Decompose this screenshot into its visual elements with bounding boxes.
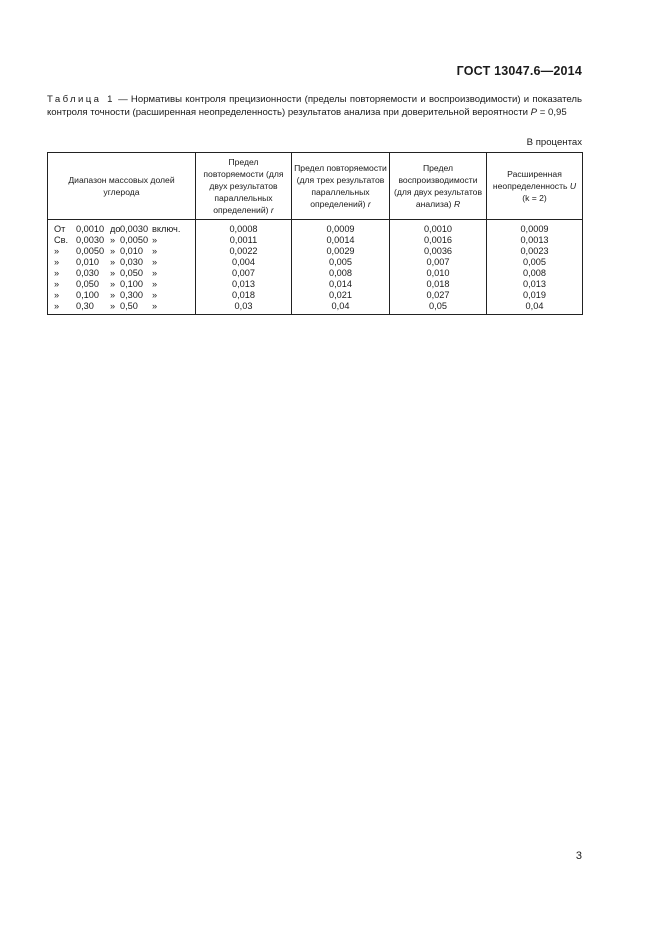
value-cell: 0,007 (390, 257, 487, 268)
carbon-range (54, 235, 192, 246)
table-row (48, 257, 583, 268)
range-part: » (110, 268, 116, 278)
carbon-range-cell (48, 257, 196, 268)
range-part: 0,0030 (120, 224, 149, 234)
range-part: 0,30 (76, 301, 94, 311)
value-cell: 0,0022 (196, 246, 292, 257)
range-part: От (54, 224, 66, 234)
range-part: » (110, 290, 116, 300)
carbon-range-cell (48, 279, 196, 290)
value-cell: 0,021 (292, 290, 390, 301)
range-part: включ. (152, 224, 181, 234)
table-row (48, 290, 583, 301)
range-part: до (110, 224, 121, 234)
range-part: 0,010 (120, 246, 143, 256)
carbon-range-cell (48, 235, 196, 246)
value-cell: 0,013 (196, 279, 292, 290)
value-cell: 0,008 (292, 268, 390, 279)
table-row (48, 301, 583, 315)
table-row (48, 268, 583, 279)
value-cell: 0,0014 (292, 235, 390, 246)
column-header-symbol: U (569, 181, 577, 191)
table-row (48, 246, 583, 257)
column-header-text: Предел повторяемости (для двух результатов параллельных определений) (203, 157, 284, 215)
carbon-range (54, 268, 192, 279)
carbon-range (54, 301, 192, 312)
range-part: Св. (54, 235, 69, 245)
table-body (48, 220, 583, 315)
range-part: » (54, 246, 60, 256)
range-part: » (152, 257, 158, 267)
range-part: » (54, 257, 60, 267)
value-cell: 0,0016 (390, 235, 487, 246)
column-header-symbol: r (367, 199, 371, 209)
carbon-range (54, 279, 192, 290)
value-cell: 0,014 (292, 279, 390, 290)
probability-value: = 0,95 (537, 106, 567, 118)
norms-table (47, 152, 583, 315)
value-cell: 0,03 (196, 301, 292, 315)
range-part: » (152, 235, 158, 245)
table-row (48, 235, 583, 246)
range-part: 0,0030 (76, 235, 105, 245)
value-cell: 0,018 (390, 279, 487, 290)
table-row (48, 279, 583, 290)
range-part: 0,0050 (76, 246, 105, 256)
range-part: 0,030 (76, 268, 99, 278)
value-cell: 0,008 (487, 268, 583, 279)
value-cell: 0,018 (196, 290, 292, 301)
document-number: ГОСТ 13047.6—2014 (456, 64, 582, 78)
range-part: » (54, 290, 60, 300)
range-part: 0,50 (120, 301, 138, 311)
carbon-range-cell (48, 301, 196, 315)
carbon-range (54, 224, 192, 235)
carbon-range (54, 290, 192, 301)
range-part: » (152, 290, 158, 300)
value-cell: 0,005 (292, 257, 390, 268)
value-cell: 0,013 (487, 279, 583, 290)
column-header-symbol: r (270, 205, 274, 215)
value-cell: 0,004 (196, 257, 292, 268)
value-cell: 0,0013 (487, 235, 583, 246)
range-part: 0,300 (120, 290, 143, 300)
value-cell: 0,0023 (487, 246, 583, 257)
column-header-1 (48, 153, 196, 220)
range-part: » (54, 301, 60, 311)
column-header-text: Диапазон массовых долей углерода (68, 175, 175, 197)
carbon-range-cell (48, 290, 196, 301)
value-cell: 0,0010 (390, 220, 487, 236)
carbon-range (54, 246, 192, 257)
value-cell: 0,04 (292, 301, 390, 315)
table-label: Таблица 1 (47, 94, 115, 105)
column-header-5 (487, 153, 583, 220)
value-cell: 0,007 (196, 268, 292, 279)
carbon-range-cell (48, 246, 196, 257)
range-part: » (152, 279, 158, 289)
range-part: 0,0050 (120, 235, 149, 245)
range-part: 0,050 (76, 279, 99, 289)
range-part: » (152, 246, 158, 256)
range-part: » (54, 268, 60, 278)
carbon-range (54, 257, 192, 268)
range-part: 0,100 (120, 279, 143, 289)
value-cell: 0,010 (390, 268, 487, 279)
column-header-text: Предел повторяемости (для трех результатов параллельных определений) (294, 163, 387, 209)
range-part: 0,050 (120, 268, 143, 278)
range-part: » (110, 246, 116, 256)
column-header-4 (390, 153, 487, 220)
value-cell: 0,0009 (292, 220, 390, 236)
value-cell: 0,04 (487, 301, 583, 315)
table-caption (47, 94, 582, 119)
range-part: » (110, 279, 116, 289)
value-cell: 0,05 (390, 301, 487, 315)
range-part: » (110, 301, 116, 311)
range-part: 0,030 (120, 257, 143, 267)
range-part: » (110, 257, 116, 267)
range-part: » (54, 279, 60, 289)
range-part: » (152, 268, 158, 278)
column-header-symbol: R (453, 199, 461, 209)
range-part: 0,0010 (76, 224, 105, 234)
value-cell: 0,0011 (196, 235, 292, 246)
units-note: В процентах (526, 137, 582, 148)
table-header-row (48, 153, 583, 220)
value-cell: 0,0008 (196, 220, 292, 236)
probability-symbol: P (530, 106, 538, 118)
value-cell: 0,0029 (292, 246, 390, 257)
value-cell: 0,027 (390, 290, 487, 301)
column-header-text: Расширенная неопределенность (492, 169, 570, 191)
column-header-2 (196, 153, 292, 220)
value-cell: 0,0036 (390, 246, 487, 257)
range-part: » (152, 301, 158, 311)
table-row (48, 220, 583, 236)
range-part: » (110, 235, 116, 245)
page-number: 3 (575, 850, 582, 862)
value-cell: 0,005 (487, 257, 583, 268)
column-header-text: Предел воспроизводимости (для двух результатов анализа) (393, 163, 483, 209)
carbon-range-cell (48, 268, 196, 279)
value-cell: 0,0009 (487, 220, 583, 236)
column-header-coverage-factor: (k = 2) (522, 193, 547, 203)
carbon-range-cell (48, 220, 196, 236)
range-part: 0,010 (76, 257, 99, 267)
table-caption-text: — Нормативы контроля прецизионности (пределы повторяемости и воспроизводимости) и показатель контроля точности (расширенная неопределенность) результатов анализа при доверительной вероятности (47, 94, 582, 118)
range-part: 0,100 (76, 290, 99, 300)
value-cell: 0,019 (487, 290, 583, 301)
column-header-3 (292, 153, 390, 220)
